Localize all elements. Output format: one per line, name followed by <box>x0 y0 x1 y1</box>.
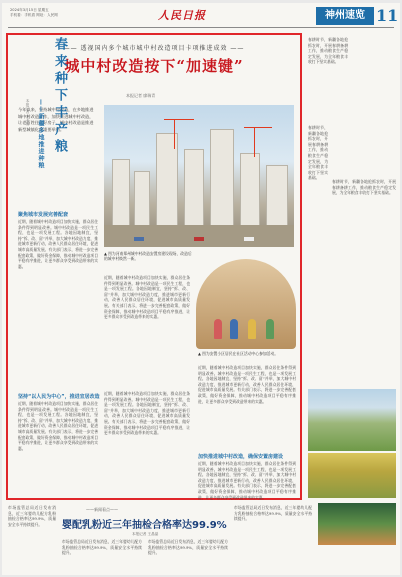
article-kicker: —— 透视国内多个城市城中村改造项目卡项推进成效 —— <box>63 45 245 52</box>
article-headline: 城中村改造按下“加速键” <box>64 57 244 75</box>
person <box>248 319 256 339</box>
crane-arm <box>164 119 194 120</box>
bottom-kicker: ——新闻看点—— <box>86 507 118 512</box>
side-byline: 本报记者 李亚楠 <box>26 99 30 126</box>
side-column-mid: 春耕时节，新疆各地抢抓农时，开展春耕备耕工作，推动粮食生产稳定发展，为全年粮食丰收打下坚实基础。 <box>308 125 328 181</box>
construction-photo <box>104 105 294 247</box>
section-title: 神州速览 <box>316 7 374 25</box>
building <box>210 129 234 229</box>
bottom-left-column: 市场监管总局近日发布消息，近三年婴幼儿配方乳粉抽检合格率达99.9%，质量安全水平持续提升。 <box>8 505 56 527</box>
masthead-date: 2024年3月15日 星期五 <box>10 8 49 12</box>
bottom-photo <box>318 503 396 545</box>
article-byline: 本报记者 廖瑞青 <box>126 93 156 98</box>
car <box>244 237 254 241</box>
masthead-links: 手机看：手机看 网址：人民网 <box>10 13 58 17</box>
field-photo <box>308 389 396 451</box>
article-lead: 今年以来，坚持城中村改造，在多地推进城中村改造工作，加快推进城中村改造，让老百姓住上好房子，城中村改造是推进新型城镇化的重要举措。 <box>18 107 94 132</box>
community-photo <box>196 259 296 349</box>
building <box>266 165 288 229</box>
article-column-4: 近期，随着城中村改造项目加快实施，群众居住条件得到明显改善。城中村改造是一项民生工程，也是一项发展工程。各地因地制宜，坚持“拆、改、留”并举，加大城中村改造力度，推进城市更新行动，改善人民群众居住环境，促进城市高质量发展。有关部门表示，将进一步完善配套政策，做好资金保障，推动城中村改造项目平稳有序推进，让更多群众享受到改造带来的实惠。 <box>104 391 190 436</box>
bottom-byline: 本报记者 王晶晶 <box>132 532 159 536</box>
car <box>194 237 204 241</box>
page-number: 11 <box>376 6 399 25</box>
person <box>266 319 274 339</box>
subhead-2: 坚持“以人民为中心”，推进宜居改造 <box>18 394 100 400</box>
field-photo-2 <box>308 453 396 498</box>
crane <box>254 127 255 157</box>
person <box>214 319 222 339</box>
article-column-2: 近期，随着城中村改造项目加快实施，群众居住条件得到明显改善。城中村改造是一项民生工程，也是一项发展工程。各地因地制宜，坚持“拆、改、留”并举，加大城中村改造力度，推进城市更新行动，改善人民群众居住环境，促进城市高质量发展。有关部门表示，将进一步完善配套政策，做好资金保障，推动城中村改造项目平稳有序推进，让更多群众享受到改造带来的实惠。 <box>104 275 190 320</box>
ground <box>104 225 294 247</box>
building <box>134 171 150 229</box>
side-column-body: 春耕时节，新疆各地抢抓农时，开展春耕备耕工作，推动粮食生产稳定发展，为全年粮食丰收打下坚实基础。 <box>332 179 396 196</box>
bottom-column-1: 市场监管总局近日发布消息，近三年婴幼儿配方乳粉抽检合格率达99.9%，质量安全水平持续提升。 <box>62 539 142 556</box>
article-column-6: 近期，随着城中村改造项目加快实施，群众居住条件得到明显改善。城中村改造是一项民生工程，也是一项发展工程。各地因地制宜，坚持“拆、改、留”并举，加大城中村改造力度，推进城市更新行动，改善人民群众居住环境，促进城市高质量发展。有关部门表示，将进一步完善配套政策，做好资金保障，推动城中村改造项目平稳有序推进，让更多群众享受到改造带来的实惠。 <box>198 461 296 500</box>
article-column-1: 近期，随着城中村改造项目加快实施，群众居住条件得到明显改善。城中村改造是一项民生工程，也是一项发展工程。各地因地制宜，坚持“拆、改、留”并举，加大城中村改造力度，推进城市更新行动，改善人民群众居住环境，促进城市高质量发展。有关部门表示，将进一步完善配套政策，做好资金保障，推动城中村改造项目平稳有序推进，让更多群众享受到改造带来的实惠。 <box>18 219 98 269</box>
article-column-5: 近期，随着城中村改造项目加快实施，群众居住条件得到明显改善。城中村改造是一项民生工程，也是一项发展工程。各地因地制宜，坚持“拆、改、留”并举，加大城中村改造力度，推进城市更新行动，改善人民群众居住环境，促进城市高质量发展。有关部门表示，将进一步完善配套政策，做好资金保障，推动城中村改造项目平稳有序推进，让更多群众享受到改造带来的实惠。 <box>198 365 296 404</box>
bottom-headline[interactable]: 婴配乳粉近三年抽检合格率达99.9% <box>62 520 227 531</box>
masthead <box>8 6 399 29</box>
side-subtitle: ——新疆多地推进种粮 <box>37 99 44 169</box>
round-photo-caption: ▲ 图为安置小区居民在社区活动中心参加活动。 <box>198 351 279 356</box>
building <box>240 153 260 229</box>
person <box>230 319 238 339</box>
article-column-3: 近期，随着城中村改造项目加快实施，群众居住条件得到明显改善。城中村改造是一项民生工程，也是一项发展工程。各地因地制宜，坚持“拆、改、留”并举，加大城中村改造力度，推进城市更新行动，改善人民群众居住环境，促进城市高质量发展。有关部门表示，将进一步完善配套政策，做好资金保障，推动城中村改造项目平稳有序推进，让更多群众享受到改造带来的实惠。 <box>18 401 98 451</box>
building <box>184 149 204 229</box>
subhead-1: 聚焦城市发展完善配套 <box>18 212 69 218</box>
crane-arm <box>244 127 272 128</box>
building <box>112 159 130 229</box>
crane <box>174 119 175 149</box>
masthead-logo: 人民日报 <box>158 9 206 22</box>
masthead-rule <box>8 27 394 28</box>
side-headline: 春来种下丰产粮 <box>52 37 67 156</box>
newspaper-page <box>2 3 400 575</box>
bottom-column-2: 市场监管总局近日发布消息，近三年婴幼儿配方乳粉抽检合格率达99.9%，质量安全水平持续提升。 <box>148 539 228 556</box>
subhead-3: 加快推进城中村改造，确保安置房建设 <box>198 454 284 460</box>
bottom-column-3: 市场监管总局近日发布消息，近三年婴幼儿配方乳粉抽检合格率达99.9%，质量安全水平持续提升。 <box>234 505 312 522</box>
main-photo-caption: ▲ 图为河南郑州城中村改造安置房建设现场，改造后的城中村焕然一新。 <box>104 251 192 262</box>
car <box>134 237 144 241</box>
side-column-top-left: 春耕时节，新疆各地抢抓农时，开展春耕备耕工作，推动粮食生产稳定发展，为全年粮食丰收打下坚实基础。 <box>308 37 348 65</box>
masthead-meta <box>10 8 58 18</box>
